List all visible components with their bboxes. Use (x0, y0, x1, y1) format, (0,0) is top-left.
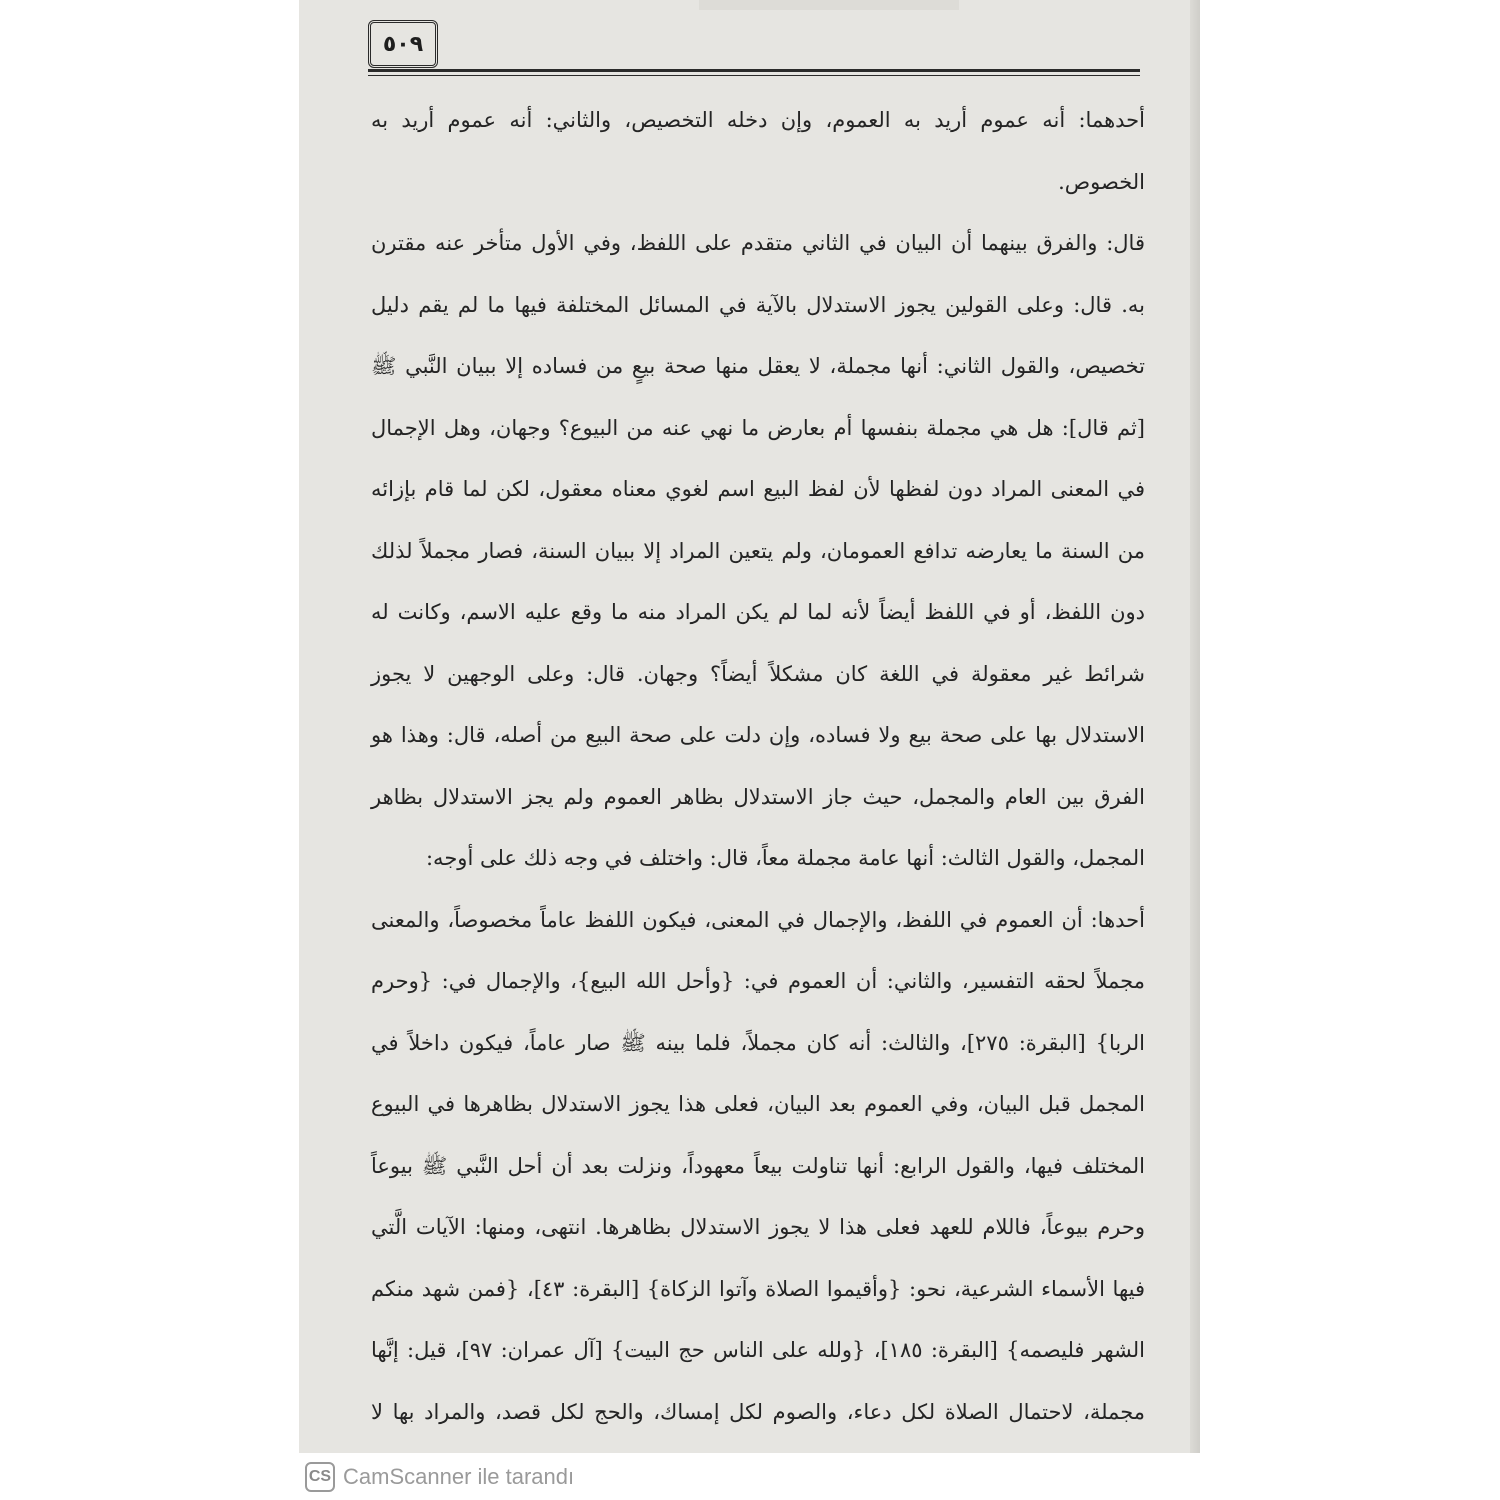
body-text (371, 90, 1145, 1453)
paragraph: أحدهما: أنه عموم أريد به العموم، وإن دخله التخصيص، والثاني: أنه عموم أريد به الخصوص. (371, 108, 1145, 194)
camscanner-logo-icon: CS (305, 1462, 335, 1492)
scanner-watermark (305, 1460, 574, 1494)
scanned-page (299, 0, 1200, 1453)
watermark-text: CamScanner ile tarandı (343, 1464, 575, 1489)
page-number: ٥٠٩ (368, 20, 438, 68)
header-rule-thin (368, 75, 1140, 76)
page-edge-shadow (1190, 0, 1200, 1453)
paragraph: أحدها: أن العموم في اللفظ، والإجمال في المعنى، فيكون اللفظ عاماً مخصوصاً، والمعنى مجملاً لحقه التفسير، والثاني: أن العموم في: {وأحل الله البيع}، والإجمال في: {وحرم الربا} [البقرة: ٢٧٥]، والثالث: أنه كان مجملاً، فلما بينه ﷺ صار عاماً، فيكون داخلاً في المجمل قبل البيان، وفي العموم بعد البيان، فعلى هذا يجوز الاستدلال بظاهرها في البيوع المختلف فيها، والقول الرابع: أنها تناولت بيعاً معهوداً، ونزلت بعد أن أحل النَّبي ﷺ بيوعاً وحرم بيوعاً، فاللام للعهد فعلى هذا لا يجوز الاستدلال بظاهرها. انتهى، ومنها: الآيات الَّتي فيها الأسماء الشرعية، نحو: {وأقيموا الصلاة وآتوا الزكاة} [البقرة: ٤٣]، {فمن شهد منكم الشهر فليصمه} [البقرة: ١٨٥]، {ولله على الناس حج البيت} [آل عمران: ٩٧]، قيل: إنَّها مجملة، لاحتمال الصلاة لكل دعاء، والصوم لكل إمساك، والحج لكل قصد، والمراد بها لا (371, 907, 1146, 1424)
paragraph: قال: والفرق بينهما أن البيان في الثاني متقدم على اللفظ، وفي الأول متأخر عنه مقترن به. قال: وعلى القولين يجوز الاستدلال بالآية في المسائل المختلفة فيها ما لم يقم دليل تخصيص، والقول الثاني: أنها مجملة، لا يعقل منها صحة بيعٍ من فساده إلا ببيان النَّبي ﷺ [ثم قال]: هل هي مجملة بنفسها أم بعارض ما نهي عنه من البيوع؟ وجهان، وهل الإجمال في المعنى المراد دون لفظها لأن لفظ البيع اسم لغوي معناه معقول، لكن لما قام بإزائه من السنة ما يعارضه تدافع العمومان، ولم يتعين المراد إلا ببيان السنة، فصار مجملاً لذلك دون اللفظ، أو في اللفظ أيضاً لأنه لما لم يكن المراد منه ما وقع عليه الاسم، وكانت له شرائط غير معقولة في اللغة كان مشكلاً أيضاً؟ وجهان. قال: وعلى الوجهين لا يجوز الاستدلال بها على صحة بيع ولا فساده، وإن دلت على صحة البيع من أصله، قال: وهذا هو الفرق بين العام والمجمل، حيث جاز الاستدلال بظاهر العموم ولم يجز الاستدلال بظاهر المجمل، والقول الثالث: أنها عامة مجملة معاً، قال: واختلف في وجه ذلك على أوجه: (371, 231, 1145, 870)
header-rule (368, 69, 1140, 72)
scan-artifact (699, 0, 959, 10)
